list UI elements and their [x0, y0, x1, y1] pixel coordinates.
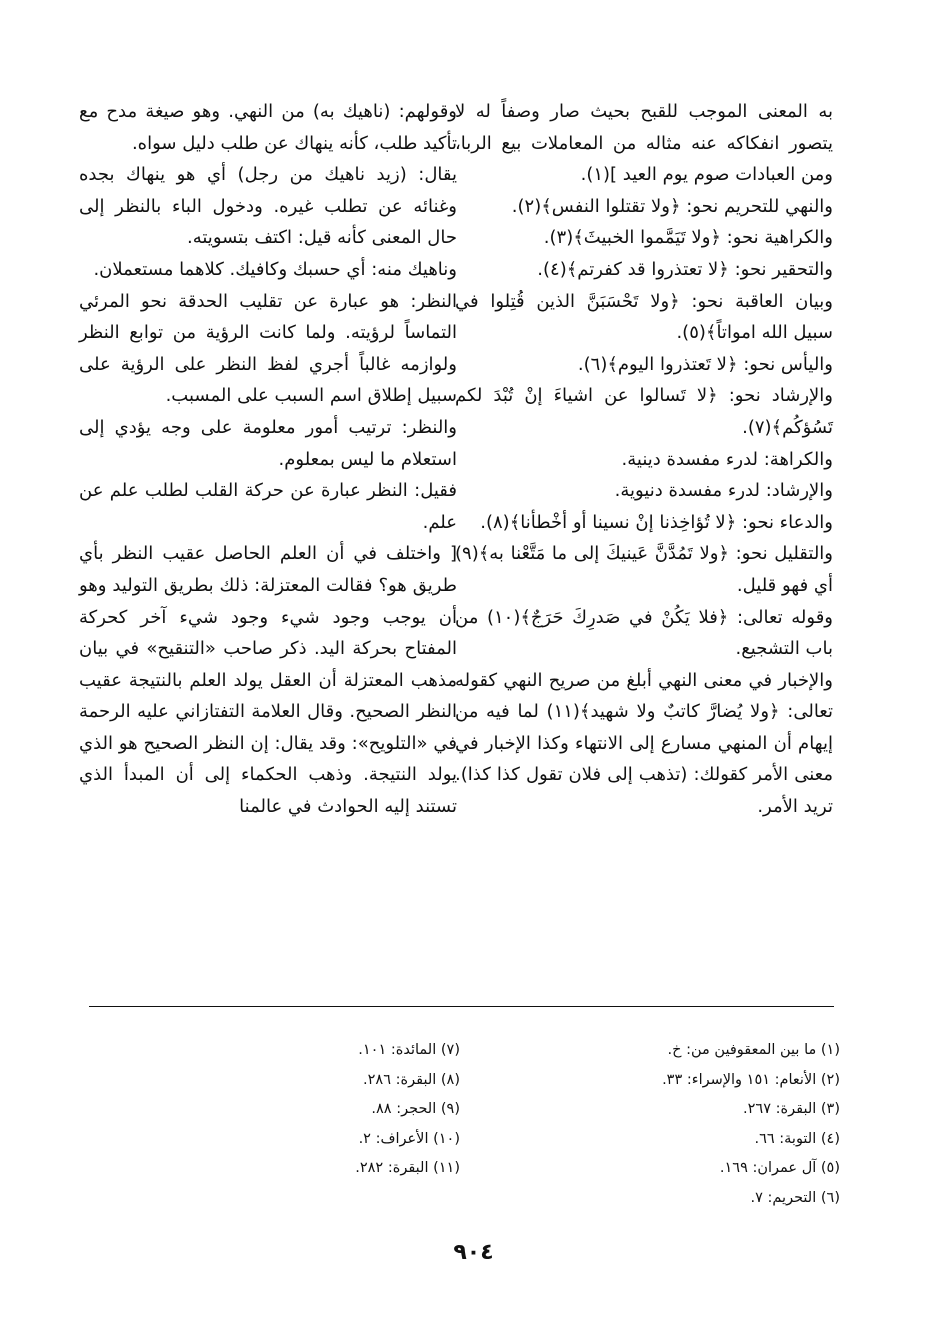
paragraph: [ واختلف في أن العلم الحاصل عقيب النظر بأي طريق هو؟ فقالت المعتزلة: ذلك بطريق التوليد وهو أن يوجب وجود شيء وجود شيء آخر كحركة المفتاح بحركة اليد. ذكر صاحب «التنقيح» في بيان مذهب المعتزلة أن العقل يولد العلم بالنتيجة عقيب النظر الصحيح. وقال العلامة التفتازاني عليه الرحمة في «التلويح»: وقد يقال: إن النظر الصحيح هو الذي يولد النتيجة. وذهب الحكماء إلى أن المبدأ الذي تستند إليه الحوادث في عالمنا [79, 543, 457, 818]
paragraph: والتحقير نحو: ﴿لا تعتذروا قد كفرتم﴾(٤). [537, 258, 833, 280]
paragraph: وبيان العاقبة نحو: ﴿ولا تَحْسَبَنَّ الذين قُتِلوا في سبيل الله امواتاً﴾(٥). [455, 290, 833, 344]
footnote: (١) ما بين المعقوفين من: خ. [667, 1042, 840, 1058]
paragraph: والإرشاد: لدرء مفسدة دنيوية. [614, 480, 833, 502]
paragraph: والدعاء نحو: ﴿لا تُؤاخِذنا إنْ نسينا أو أخْطأنا﴾(٨). [480, 511, 833, 533]
footnote-divider [89, 1006, 834, 1007]
paragraph: والنظر: ترتيب أمور معلومة على وجه يؤدي إلى استعلام ما ليس بمعلوم. [79, 416, 457, 470]
paragraph: والتقليل نحو: ﴿ولا تَمُدَّنَّ عَينيكَ إلى ما مَتَّعْنا به﴾(٩) أي فهو قليل. [455, 543, 833, 596]
footnote: (٨) البقرة: ٢٨٦. [363, 1071, 460, 1088]
paragraph: وناهيك منه: أي حسبك وكافيك. كلاهما مستعملان. [93, 258, 457, 280]
paragraph: يقال: (زيد ناهيك من رجل) أي هو ينهاك بجده وغنائه عن تطلب غيره. ودخول الباء بالنظر إلى حال المعنى كأنه قيل: اكتف بتسويته. [79, 164, 457, 249]
paragraph: والإرشاد نحو: ﴿لا تَسالوا عن اشياءَ إنْ تُبْدَ لكم تَسُؤكُم﴾(٧). [455, 385, 833, 438]
paragraph: والنهي للتحريم نحو: ﴿ولا تقتلوا النفس﴾(٢). [511, 195, 833, 217]
left-text-column [79, 96, 457, 823]
paragraph: والكراهة: لدرء مفسدة دينية. [621, 448, 833, 470]
footnote: (٣) البقرة: ٢٦٧. [743, 1101, 840, 1117]
footnote: (١١) البقرة: ٢٨٢. [355, 1160, 460, 1176]
footnotes-right [490, 1036, 840, 1213]
footnote: (١٠) الأعراف: ٢. [358, 1130, 460, 1147]
page-number: ٩٠٤ [453, 1240, 494, 1265]
paragraph: به المعنى الموجب للقبح بحيث صار وصفاً له لا يتصور انفكاكه عنه مثاله من المعاملات بيع الربا، ومن العبادات صوم يوم العيد ](١). [455, 101, 833, 186]
paragraph: وقوله تعالى: ﴿فلا يَكُنْ في صَدرِكَ حَرَجٌ﴾(١٠) من باب التشجيع. [455, 606, 833, 660]
footnote: (٧) المائدة: ١٠١. [358, 1042, 460, 1058]
paragraph: والإخبار في معنى النهي أبلغ من صريح النهي كقوله تعالى: ﴿ولا يُضارَّ كاتبٌ ولا شهيد﴾(١١) لما فيه من إيهام أن المنهي مسارع إلى الانتهاء وكذا الإخبار في معنى الأمر كقولك: (تذهب إلى فلان تقول كذا كذا). تريد الأمر. [455, 669, 834, 818]
footnote: (٢) الأنعام: ١٥١ والإسراء: ٣٣. [662, 1071, 840, 1088]
paragraph: وقولهم: (ناهيك به) من النهي. وهو صيغة مدح مع تأكيد طلب، كأنه ينهاك عن طلب دليل سواه. [79, 101, 457, 154]
paragraph: والكراهية نحو: ﴿ولا تَيَمَّموا الخبيثَ﴾(٣). [543, 227, 833, 249]
footnote: (٥) آل عمران: ١٦٩. [719, 1160, 840, 1176]
footnote: (٦) التحريم: ٧. [750, 1189, 840, 1206]
paragraph: النظر: هو عبارة عن تقليب الحدقة نحو المرئي التماساً لرؤيته. ولما كانت الرؤية من توابع النظر ولوازمه غالباً أجري لفظ النظر على الرؤية على سبيل إطلاق اسم السبب على المسبب. [79, 290, 457, 407]
footnotes-left [100, 1036, 460, 1184]
paragraph: واليأس نحو: ﴿لا تَعتذروا اليوم﴾(٦). [577, 353, 833, 375]
footnote: (٩) الحجر: ٨٨. [371, 1101, 460, 1117]
right-text-column [455, 96, 833, 823]
footnote: (٤) التوبة: ٦٦. [754, 1130, 840, 1147]
paragraph: فقيل: النظر عبارة عن حركة القلب لطلب علم عن علم. [79, 480, 457, 533]
